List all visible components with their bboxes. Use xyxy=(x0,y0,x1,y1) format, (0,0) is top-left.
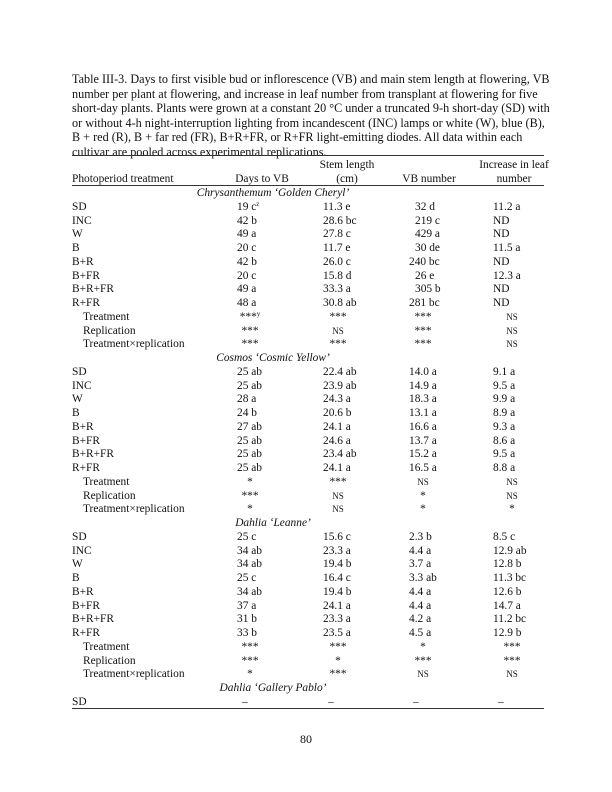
stem-length-cell: 19.4 b xyxy=(323,585,352,598)
table-row xyxy=(72,586,544,600)
stem-length-cell: 16.4 c xyxy=(323,572,351,584)
days-value: 34 ab xyxy=(237,585,262,598)
significance-value: NS xyxy=(417,669,429,680)
significance-vb-cell xyxy=(403,338,443,352)
vb-number-cell: 4.4 a xyxy=(409,544,432,557)
treatment-cell: B+R xyxy=(72,255,94,268)
vb-number-cell: 16.6 a xyxy=(409,420,437,433)
data-table xyxy=(72,159,549,710)
significance-stem-cell xyxy=(318,641,358,655)
table-row xyxy=(72,215,544,229)
vb-number-cell: 429 a xyxy=(415,228,440,241)
days-to-vb-cell xyxy=(237,407,257,421)
table-row xyxy=(72,283,544,297)
leaf-increase-cell: ND xyxy=(493,283,510,296)
table-row xyxy=(72,366,544,380)
significance-days-cell xyxy=(230,490,270,504)
significance-stem-cell xyxy=(318,490,358,504)
vb-number-cell: 4.4 a xyxy=(409,585,432,598)
stats-row xyxy=(72,325,544,339)
days-value: 34 ab xyxy=(237,558,262,571)
stats-row xyxy=(72,503,544,517)
significance-value: NS xyxy=(506,490,518,501)
significance-stem-cell xyxy=(318,476,358,490)
vb-number-cell: 2.3 b xyxy=(409,530,432,543)
leaf-increase-cell: 8.5 c xyxy=(493,530,516,543)
significance-value: *** xyxy=(241,654,259,667)
significance-value: *** xyxy=(503,640,521,653)
significance-stem-cell xyxy=(318,668,358,682)
table-row xyxy=(72,600,544,614)
table-row xyxy=(72,201,544,215)
significance-days-cell xyxy=(230,655,270,669)
days-value: 42 b xyxy=(237,214,257,227)
vb-number-cell: 3.7 a xyxy=(409,558,432,571)
stem-length-cell: – xyxy=(328,695,334,708)
stats-label: Replication xyxy=(83,324,136,337)
days-value: 27 ab xyxy=(237,420,262,433)
vb-number-cell: 30 de xyxy=(415,242,440,254)
significance-leaf-cell xyxy=(492,641,532,655)
days-to-vb-cell xyxy=(237,380,262,394)
vb-number-cell: 16.5 a xyxy=(409,462,437,474)
header-vb-number: VB number xyxy=(402,172,456,185)
treatment-cell: B+FR xyxy=(72,434,100,447)
cultivar-heading xyxy=(72,682,544,696)
days-to-vb-cell xyxy=(242,696,248,710)
stem-length-cell: 15.8 d xyxy=(323,269,352,282)
significance-vb-cell xyxy=(403,655,443,669)
significance-leaf-cell xyxy=(492,655,532,669)
stem-length-cell: 23.3 a xyxy=(323,544,351,557)
leaf-increase-cell: 9.1 a xyxy=(493,365,516,378)
days-to-vb-cell xyxy=(237,297,256,311)
days-to-vb-cell xyxy=(237,201,259,215)
stem-length-cell: 23.9 ab xyxy=(323,379,357,392)
days-to-vb-cell xyxy=(237,421,262,435)
days-to-vb-cell xyxy=(237,613,257,627)
days-value: 48 a xyxy=(237,297,257,309)
leaf-increase-cell: 14.7 a xyxy=(493,599,521,612)
significance-stem-cell xyxy=(318,503,358,517)
significance-vb-cell xyxy=(403,668,443,682)
significance-value: *** xyxy=(329,640,347,653)
days-value: 25 ab xyxy=(237,448,262,461)
significance-value: *** xyxy=(503,654,521,667)
stats-label: Replication xyxy=(83,489,136,502)
table-row xyxy=(72,380,544,394)
significance-value: *** xyxy=(329,668,347,681)
significance-days-cell xyxy=(230,311,270,325)
days-to-vb-cell xyxy=(237,435,262,449)
significance-value: NS xyxy=(506,325,518,336)
days-value: 19 c xyxy=(237,200,257,213)
significance-value: NS xyxy=(506,669,518,680)
stats-row xyxy=(72,641,544,655)
stats-label: Treatment xyxy=(83,640,130,653)
footnote-marker: z xyxy=(256,199,260,208)
significance-leaf-cell xyxy=(492,503,532,517)
vb-number-cell: 305 b xyxy=(415,283,441,296)
leaf-increase-cell: 11.3 bc xyxy=(493,572,527,584)
days-to-vb-cell xyxy=(237,558,262,572)
table-header xyxy=(72,159,549,187)
significance-value: NS xyxy=(506,476,518,487)
days-value: 34 ab xyxy=(237,544,262,557)
days-value: 33 b xyxy=(237,627,257,639)
treatment-cell: R+FR xyxy=(72,297,100,309)
significance-value: *** xyxy=(241,324,259,337)
stem-length-cell: 11.7 e xyxy=(323,242,351,254)
table-row xyxy=(72,270,544,284)
significance-leaf-cell xyxy=(492,325,532,339)
significance-leaf-cell xyxy=(492,476,532,490)
significance-stem-cell xyxy=(318,311,358,325)
treatment-cell: SD xyxy=(72,365,87,378)
significance-value: *** xyxy=(414,324,432,337)
cultivar-heading xyxy=(72,517,544,531)
stats-row xyxy=(72,655,544,669)
days-value: 49 a xyxy=(237,283,257,296)
days-value: 25 ab xyxy=(237,462,262,474)
significance-value: * xyxy=(335,654,341,667)
cultivar-title: Dahlia ‘Gallery Pablo’ xyxy=(219,682,327,694)
table-row xyxy=(72,558,544,572)
header-days-to-vb: Days to VB xyxy=(235,172,289,185)
significance-value: NS xyxy=(506,339,518,350)
significance-days-cell xyxy=(230,476,270,490)
vb-number-cell: 4.2 a xyxy=(409,613,432,626)
leaf-increase-cell: 8.8 a xyxy=(493,462,516,474)
significance-vb-cell xyxy=(403,490,443,504)
stem-length-cell: 24.6 a xyxy=(323,434,351,447)
table-caption: Table III-3. Days to first visible bud or inflorescence (VB) and main stem length at flowering, VB number per plant at flowering, and increase in leaf number from transplant at flowering for five short-day plants. Plants were grown at a constant 20 °C under a truncated 9-h short-day (SD) with or without 4-h night-interruption lighting from incandescent (INC) lamps or white (W), blue (B), B + red (R), B + far red (FR), B+R+FR, or R+FR light-emitting diodes. All data within each cultivar are pooled across experimental replications. xyxy=(72,72,550,159)
vb-number-cell: 18.3 a xyxy=(409,393,437,406)
days-value: 28 a xyxy=(237,393,257,406)
stats-row xyxy=(72,490,544,504)
treatment-cell: B+R+FR xyxy=(72,283,114,296)
header-photoperiod-treatment: Photoperiod treatment xyxy=(72,172,174,185)
stats-label: Treatment×replication xyxy=(83,338,185,351)
days-to-vb-cell xyxy=(237,228,256,242)
leaf-increase-cell: 12.3 a xyxy=(493,269,521,282)
treatment-cell: SD xyxy=(72,530,87,543)
significance-days-cell xyxy=(230,668,270,682)
table-body xyxy=(72,187,544,710)
table-row xyxy=(72,393,544,407)
significance-days-cell xyxy=(230,325,270,339)
leaf-increase-cell: 9.3 a xyxy=(493,420,516,433)
table-row xyxy=(72,421,544,435)
stem-length-cell: 22.4 ab xyxy=(323,365,357,378)
significance-value: *** xyxy=(414,654,432,667)
table-row xyxy=(72,297,544,311)
leaf-increase-cell: 12.6 b xyxy=(493,585,522,598)
leaf-increase-cell: ND xyxy=(493,255,510,268)
days-to-vb-cell xyxy=(237,600,256,614)
table-top-rule xyxy=(72,155,544,156)
stats-label: Treatment×replication xyxy=(83,668,185,681)
days-value: 20 c xyxy=(237,269,257,282)
significance-value: * xyxy=(247,475,253,488)
stats-label: Treatment xyxy=(83,310,130,323)
days-value: 49 a xyxy=(237,228,257,241)
stem-length-cell: 20.6 b xyxy=(323,407,352,419)
vb-number-cell: 26 e xyxy=(415,269,435,282)
stem-length-cell: 15.6 c xyxy=(323,530,351,543)
treatment-cell: B xyxy=(72,572,80,584)
days-value: 25 c xyxy=(237,530,257,543)
significance-value: * xyxy=(420,640,426,653)
vb-number-cell: 4.5 a xyxy=(409,627,432,639)
significance-days-cell xyxy=(230,338,270,352)
table-row xyxy=(72,613,544,627)
significance-value: NS xyxy=(332,504,344,515)
significance-days-cell xyxy=(230,503,270,517)
significance-value: NS xyxy=(332,490,344,501)
table-row xyxy=(72,462,544,476)
leaf-increase-cell: ND xyxy=(493,297,510,309)
days-to-vb-cell xyxy=(237,393,256,407)
table-row xyxy=(72,627,544,641)
header-stem-length-line2: (cm) xyxy=(336,172,358,185)
table-row xyxy=(72,256,544,270)
days-to-vb-cell xyxy=(237,283,256,297)
days-value: 37 a xyxy=(237,599,257,612)
stem-length-cell: 23.5 a xyxy=(323,627,351,639)
treatment-cell: B+R xyxy=(72,420,94,433)
vb-number-cell: 281 bc xyxy=(409,297,440,309)
header-leaf-increase-line2: number xyxy=(496,172,532,185)
days-value: 24 b xyxy=(237,407,257,419)
vb-number-cell: 4.4 a xyxy=(409,599,432,612)
significance-value: *** xyxy=(239,310,257,323)
vb-number-cell: 13.7 a xyxy=(409,434,437,447)
days-value: 42 b xyxy=(237,255,257,268)
leaf-increase-cell: – xyxy=(498,695,504,708)
treatment-cell: B xyxy=(72,407,80,419)
treatment-cell: B xyxy=(72,242,80,254)
leaf-increase-cell: 11.5 a xyxy=(493,242,521,254)
days-value: 25 c xyxy=(237,572,257,584)
stats-label: Replication xyxy=(83,654,136,667)
treatment-cell: W xyxy=(72,558,83,571)
treatment-cell: B+FR xyxy=(72,269,100,282)
stem-length-cell: 24.1 a xyxy=(323,420,351,433)
significance-value: * xyxy=(247,668,253,681)
leaf-increase-cell: 11.2 a xyxy=(493,200,521,213)
treatment-cell: R+FR xyxy=(72,627,100,639)
leaf-increase-cell: 9.5 a xyxy=(493,379,516,392)
significance-value: *** xyxy=(414,338,432,351)
treatment-cell: SD xyxy=(72,200,87,213)
cultivar-title: Dahlia ‘Leanne’ xyxy=(235,517,311,529)
significance-stem-cell xyxy=(318,655,358,669)
stem-length-cell: 26.0 c xyxy=(323,255,351,268)
treatment-cell: B+R+FR xyxy=(72,448,114,461)
vb-number-cell: 219 c xyxy=(415,214,440,227)
significance-value: NS xyxy=(506,311,518,322)
days-value: 20 c xyxy=(237,242,257,254)
stem-length-cell: 23.3 a xyxy=(323,613,351,626)
header-stem-length-line1: Stem length xyxy=(319,159,375,171)
treatment-cell: INC xyxy=(72,544,92,557)
stem-length-cell: 24.1 a xyxy=(323,462,351,474)
significance-leaf-cell xyxy=(492,490,532,504)
significance-value: NS xyxy=(332,325,344,336)
days-value: 25 ab xyxy=(237,365,262,378)
significance-value: *** xyxy=(329,475,347,488)
stem-length-cell: 11.3 e xyxy=(323,200,351,213)
stats-row xyxy=(72,476,544,490)
days-to-vb-cell xyxy=(237,572,256,586)
stats-label: Treatment xyxy=(83,475,130,488)
treatment-cell: W xyxy=(72,228,83,241)
table-row xyxy=(72,545,544,559)
header-leaf-increase-line1: Increase in leaf xyxy=(479,159,549,171)
days-to-vb-cell xyxy=(237,215,257,229)
leaf-increase-cell: 8.9 a xyxy=(493,407,516,419)
vb-number-cell: 240 bc xyxy=(409,255,440,268)
days-to-vb-cell xyxy=(237,270,256,284)
significance-value: *** xyxy=(414,310,432,323)
stem-length-cell: 19.4 b xyxy=(323,558,352,571)
days-to-vb-cell xyxy=(237,448,262,462)
leaf-increase-cell: 11.2 bc xyxy=(493,613,527,626)
table-row xyxy=(72,242,544,256)
significance-value: * xyxy=(509,503,515,516)
significance-vb-cell xyxy=(403,325,443,339)
table-row xyxy=(72,435,544,449)
days-value: 25 ab xyxy=(237,379,262,392)
stats-row xyxy=(72,668,544,682)
treatment-cell: B+R xyxy=(72,585,94,598)
days-to-vb-cell xyxy=(237,366,262,380)
stem-length-cell: 24.1 a xyxy=(323,599,351,612)
table-row xyxy=(72,572,544,586)
stem-length-cell: 24.3 a xyxy=(323,393,351,406)
table-row xyxy=(72,407,544,421)
vb-number-cell: 14.0 a xyxy=(409,365,437,378)
significance-vb-cell xyxy=(403,476,443,490)
significance-value: NS xyxy=(417,476,429,487)
significance-value: *** xyxy=(329,310,347,323)
treatment-cell: SD xyxy=(72,695,87,708)
significance-vb-cell xyxy=(403,503,443,517)
leaf-increase-cell: 12.9 ab xyxy=(493,544,527,557)
days-value: – xyxy=(242,695,248,708)
stem-length-cell: 23.4 ab xyxy=(323,448,357,461)
cultivar-title: Cosmos ‘Cosmic Yellow’ xyxy=(216,352,330,364)
page-number: 80 xyxy=(300,732,312,746)
significance-leaf-cell xyxy=(492,338,532,352)
cultivar-heading xyxy=(72,352,544,366)
treatment-cell: INC xyxy=(72,214,92,227)
stem-length-cell: 27.8 c xyxy=(323,228,351,241)
days-to-vb-cell xyxy=(237,242,256,256)
table-row xyxy=(72,531,544,545)
treatment-cell: B+FR xyxy=(72,599,100,612)
stats-row xyxy=(72,311,544,325)
leaf-increase-cell: ND xyxy=(493,228,510,241)
significance-value: *** xyxy=(241,338,259,351)
leaf-increase-cell: 12.9 b xyxy=(493,627,522,639)
leaf-increase-cell: 8.6 a xyxy=(493,434,516,447)
days-value: 25 ab xyxy=(237,434,262,447)
vb-number-cell: 3.3 ab xyxy=(409,572,437,584)
table-row xyxy=(72,228,544,242)
days-value: 31 b xyxy=(237,613,257,626)
days-to-vb-cell xyxy=(237,586,262,600)
stats-row xyxy=(72,338,544,352)
vb-number-cell: 32 d xyxy=(415,200,435,213)
significance-leaf-cell xyxy=(492,311,532,325)
days-to-vb-cell xyxy=(237,531,256,545)
significance-value: * xyxy=(247,503,253,516)
vb-number-cell: 15.2 a xyxy=(409,448,437,461)
treatment-cell: INC xyxy=(72,379,92,392)
footnote-marker: y xyxy=(256,309,261,318)
leaf-increase-cell: 9.9 a xyxy=(493,393,516,406)
days-to-vb-cell xyxy=(237,256,257,270)
vb-number-cell: 13.1 a xyxy=(409,407,437,419)
stem-length-cell: 33.3 a xyxy=(323,283,351,296)
treatment-cell: W xyxy=(72,393,83,406)
days-to-vb-cell xyxy=(237,545,262,559)
vb-number-cell: 14.9 a xyxy=(409,379,437,392)
leaf-increase-cell: 9.5 a xyxy=(493,448,516,461)
significance-stem-cell xyxy=(318,338,358,352)
significance-value: * xyxy=(420,489,426,502)
significance-stem-cell xyxy=(318,325,358,339)
significance-vb-cell xyxy=(403,311,443,325)
significance-days-cell xyxy=(230,641,270,655)
cultivar-heading xyxy=(72,187,544,201)
vb-number-cell: – xyxy=(413,695,419,708)
significance-value: * xyxy=(420,503,426,516)
days-to-vb-cell xyxy=(237,627,257,641)
leaf-increase-cell: ND xyxy=(493,214,510,227)
stem-length-cell: 28.6 bc xyxy=(323,214,357,227)
significance-value: *** xyxy=(241,489,259,502)
table-row xyxy=(72,696,544,710)
cultivar-title: Chrysanthemum ‘Golden Cheryl’ xyxy=(196,187,350,199)
stats-label: Treatment×replication xyxy=(83,503,185,516)
significance-vb-cell xyxy=(403,641,443,655)
significance-value: *** xyxy=(241,640,259,653)
stem-length-cell: 30.8 ab xyxy=(323,297,357,309)
significance-leaf-cell xyxy=(492,668,532,682)
days-to-vb-cell xyxy=(237,462,262,476)
significance-value: *** xyxy=(329,338,347,351)
leaf-increase-cell: 12.8 b xyxy=(493,558,522,571)
treatment-cell: R+FR xyxy=(72,462,100,474)
treatment-cell: B+R+FR xyxy=(72,613,114,626)
table-row xyxy=(72,448,544,462)
